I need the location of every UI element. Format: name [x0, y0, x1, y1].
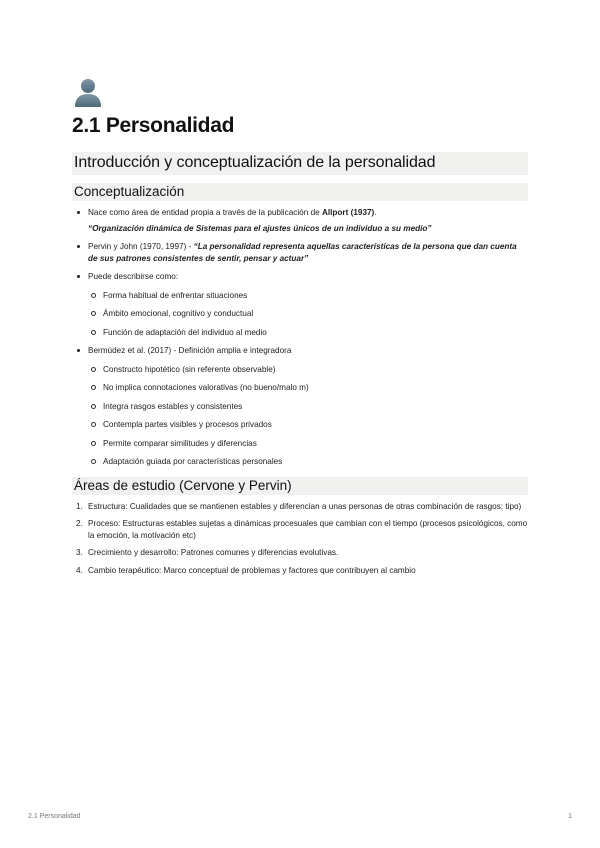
item-number: 4.	[76, 565, 83, 575]
list-item-text-suffix: .	[374, 208, 377, 217]
sub-list	[88, 364, 528, 468]
sub-list-item: Ámbito emocional, cognitivo y conductual	[88, 308, 528, 320]
sub-list-item: Permite comparar similitudes y diferencias	[88, 438, 528, 450]
list-item	[72, 345, 528, 468]
page-content	[72, 76, 528, 582]
numbered-item	[72, 518, 528, 541]
numbered-item-text: Estructura: Cualidades que se mantienen estables y diferencian a unas personas de otras combinación de rasgos: tipo)	[88, 501, 522, 511]
numbered-item	[72, 547, 528, 559]
sub-list-item: Integra rasgos estables y consistentes	[88, 401, 528, 413]
numbered-item-text: Cambio terapéutico: Marco conceptual de problemas y factores que contribuyen al cambio	[88, 565, 416, 575]
list-item	[72, 207, 528, 234]
item-number: 1.	[76, 501, 83, 511]
concept-list	[72, 207, 528, 468]
list-item-text: Pervin y John (1970, 1997) -	[88, 242, 194, 251]
person-silhouette-icon	[72, 76, 104, 108]
author-reference: Allport (1937)	[321, 208, 375, 217]
sub-list-item: Forma habitual de enfrentar situaciones	[88, 290, 528, 302]
list-item-text: Bermúdez et al. (2017) - Definición amplia e integradora	[88, 346, 292, 355]
sub-list	[88, 290, 528, 339]
sub-list-item: Constructo hipotético (sin referente observable)	[88, 364, 528, 376]
item-number: 2.	[76, 519, 83, 528]
sub-list-item: Adaptación guiada por características personales	[88, 456, 528, 468]
item-number: 3.	[76, 548, 83, 557]
footer-page-number: 1	[568, 813, 572, 820]
sub-list-item: No implica connotaciones valorativas (no bueno/malo m)	[88, 382, 528, 394]
subheading-conceptualizacion: Conceptualización	[72, 183, 528, 201]
list-item-text: Nace como área de entidad propia a través de la publicación de	[88, 208, 322, 217]
page-title: 2.1 Personalidad	[72, 114, 235, 137]
definition-quote: “Organización dinámica de Sistemas para el ajustes únicos de un individuo a su medio”	[88, 223, 432, 233]
numbered-item	[72, 565, 528, 577]
sub-list-item: Contempla partes visibles y procesos privados	[88, 419, 528, 431]
list-item-text: Puede describirse como:	[88, 272, 179, 281]
numbered-item	[72, 501, 528, 513]
footer-title: 2.1 Personalidad	[28, 813, 81, 820]
areas-list	[72, 501, 528, 577]
section-heading-intro: Introducción y conceptualización de la personalidad	[72, 152, 528, 175]
sub-list-item: Función de adaptación del individuo al medio	[88, 327, 528, 339]
list-item	[72, 271, 528, 338]
numbered-item-text: Crecimiento y desarrollo: Patrones comunes y diferencias evolutivas.	[88, 548, 339, 557]
definition-quote: “La personalidad representa aquellas características de la persona que dan cuenta de sus patrones consistentes de sentir, pensar y actuar”	[88, 242, 517, 263]
list-item	[72, 241, 528, 264]
subheading-areas-estudio: Áreas de estudio (Cervone y Pervin)	[72, 477, 528, 495]
numbered-item-text: Proceso: Estructuras estables sujetas a dinámicas procesuales que cambian con el tiempo (procesos psicológicos, como la emoción, la motivación etc)	[88, 519, 528, 540]
